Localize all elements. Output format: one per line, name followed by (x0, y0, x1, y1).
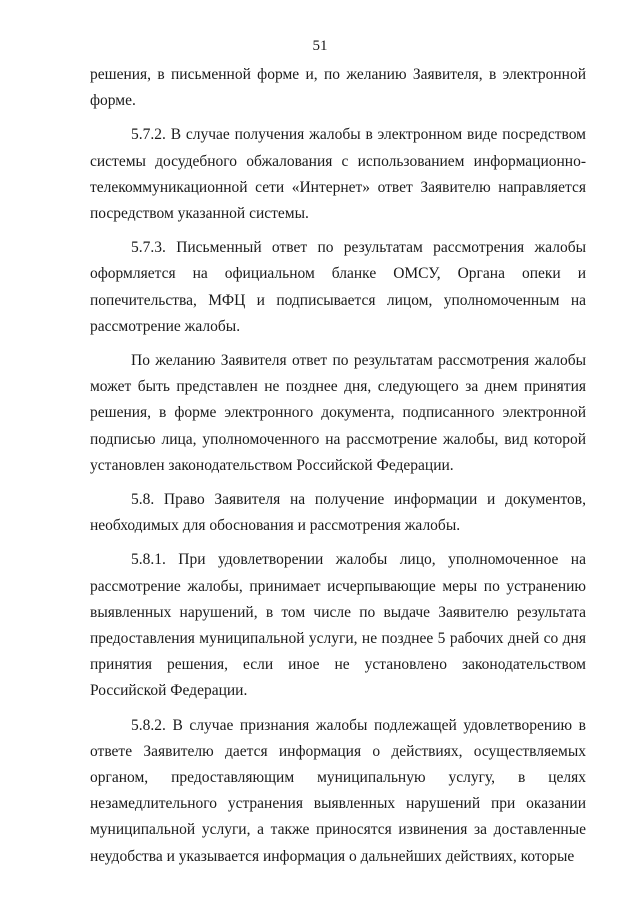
page-number: 51 (312, 38, 328, 54)
paragraph-5-7-3: 5.7.3. Письменный ответ по результатам рассмотрения жалобы оформляется на официальном бланке ОМСУ, Органа опеки и попечительства, МФЦ и подписывается лицом, уполномоченным на рассмотрение жалобы. (90, 239, 586, 335)
paragraph-5-7-2: 5.7.2. В случае получения жалобы в электронном виде посредством системы досудебного обжалования с использованием информационно-телекоммуникационной сети «Интернет» ответ Заявителю направляется посредством указанной системы. (90, 126, 586, 223)
paragraph-5-8-2: 5.8.2. В случае признания жалобы подлежащей удовлетворению в ответе Заявителю дается информация о действиях, осуществляемых органом, предоставляющим муниципальную услугу, в целях незамедлительного устранения выявленных нарушений при оказании муниципальной услуги, а также приносятся извинения за доставленные неудобства и указывается информация о дальнейших действиях, которые (90, 716, 586, 865)
paragraph-5-8: 5.8. Право Заявителя на получение информации и документов, необходимых для обоснования и рассмотрения жалобы. (90, 491, 586, 535)
document-body (90, 62, 586, 870)
paragraph-electronic-response: По желанию Заявителя ответ по результатам рассмотрения жалобы может быть представлен не позднее дня, следующего за днем принятия решения, в форме электронного документа, подписанного электронной подписью лица, уполномоченного на рассмотрение жалобы, вид которой установлен законодательством Российской Федерации. (90, 352, 586, 474)
paragraph-5-8-1: 5.8.1. При удовлетворении жалобы лицо, уполномоченное на рассмотрение жалобы, принимает исчерпывающие меры по устранению выявленных нарушений, в том числе по выдаче Заявителю результата предоставления муниципальной услуги, не позднее 5 рабочих дней со дня принятия решения, если иное не установлено законодательством Российской Федерации. (90, 551, 586, 700)
paragraph-continuation: решения, в письменной форме и, по желанию Заявителя, в электронной форме. (90, 66, 586, 110)
